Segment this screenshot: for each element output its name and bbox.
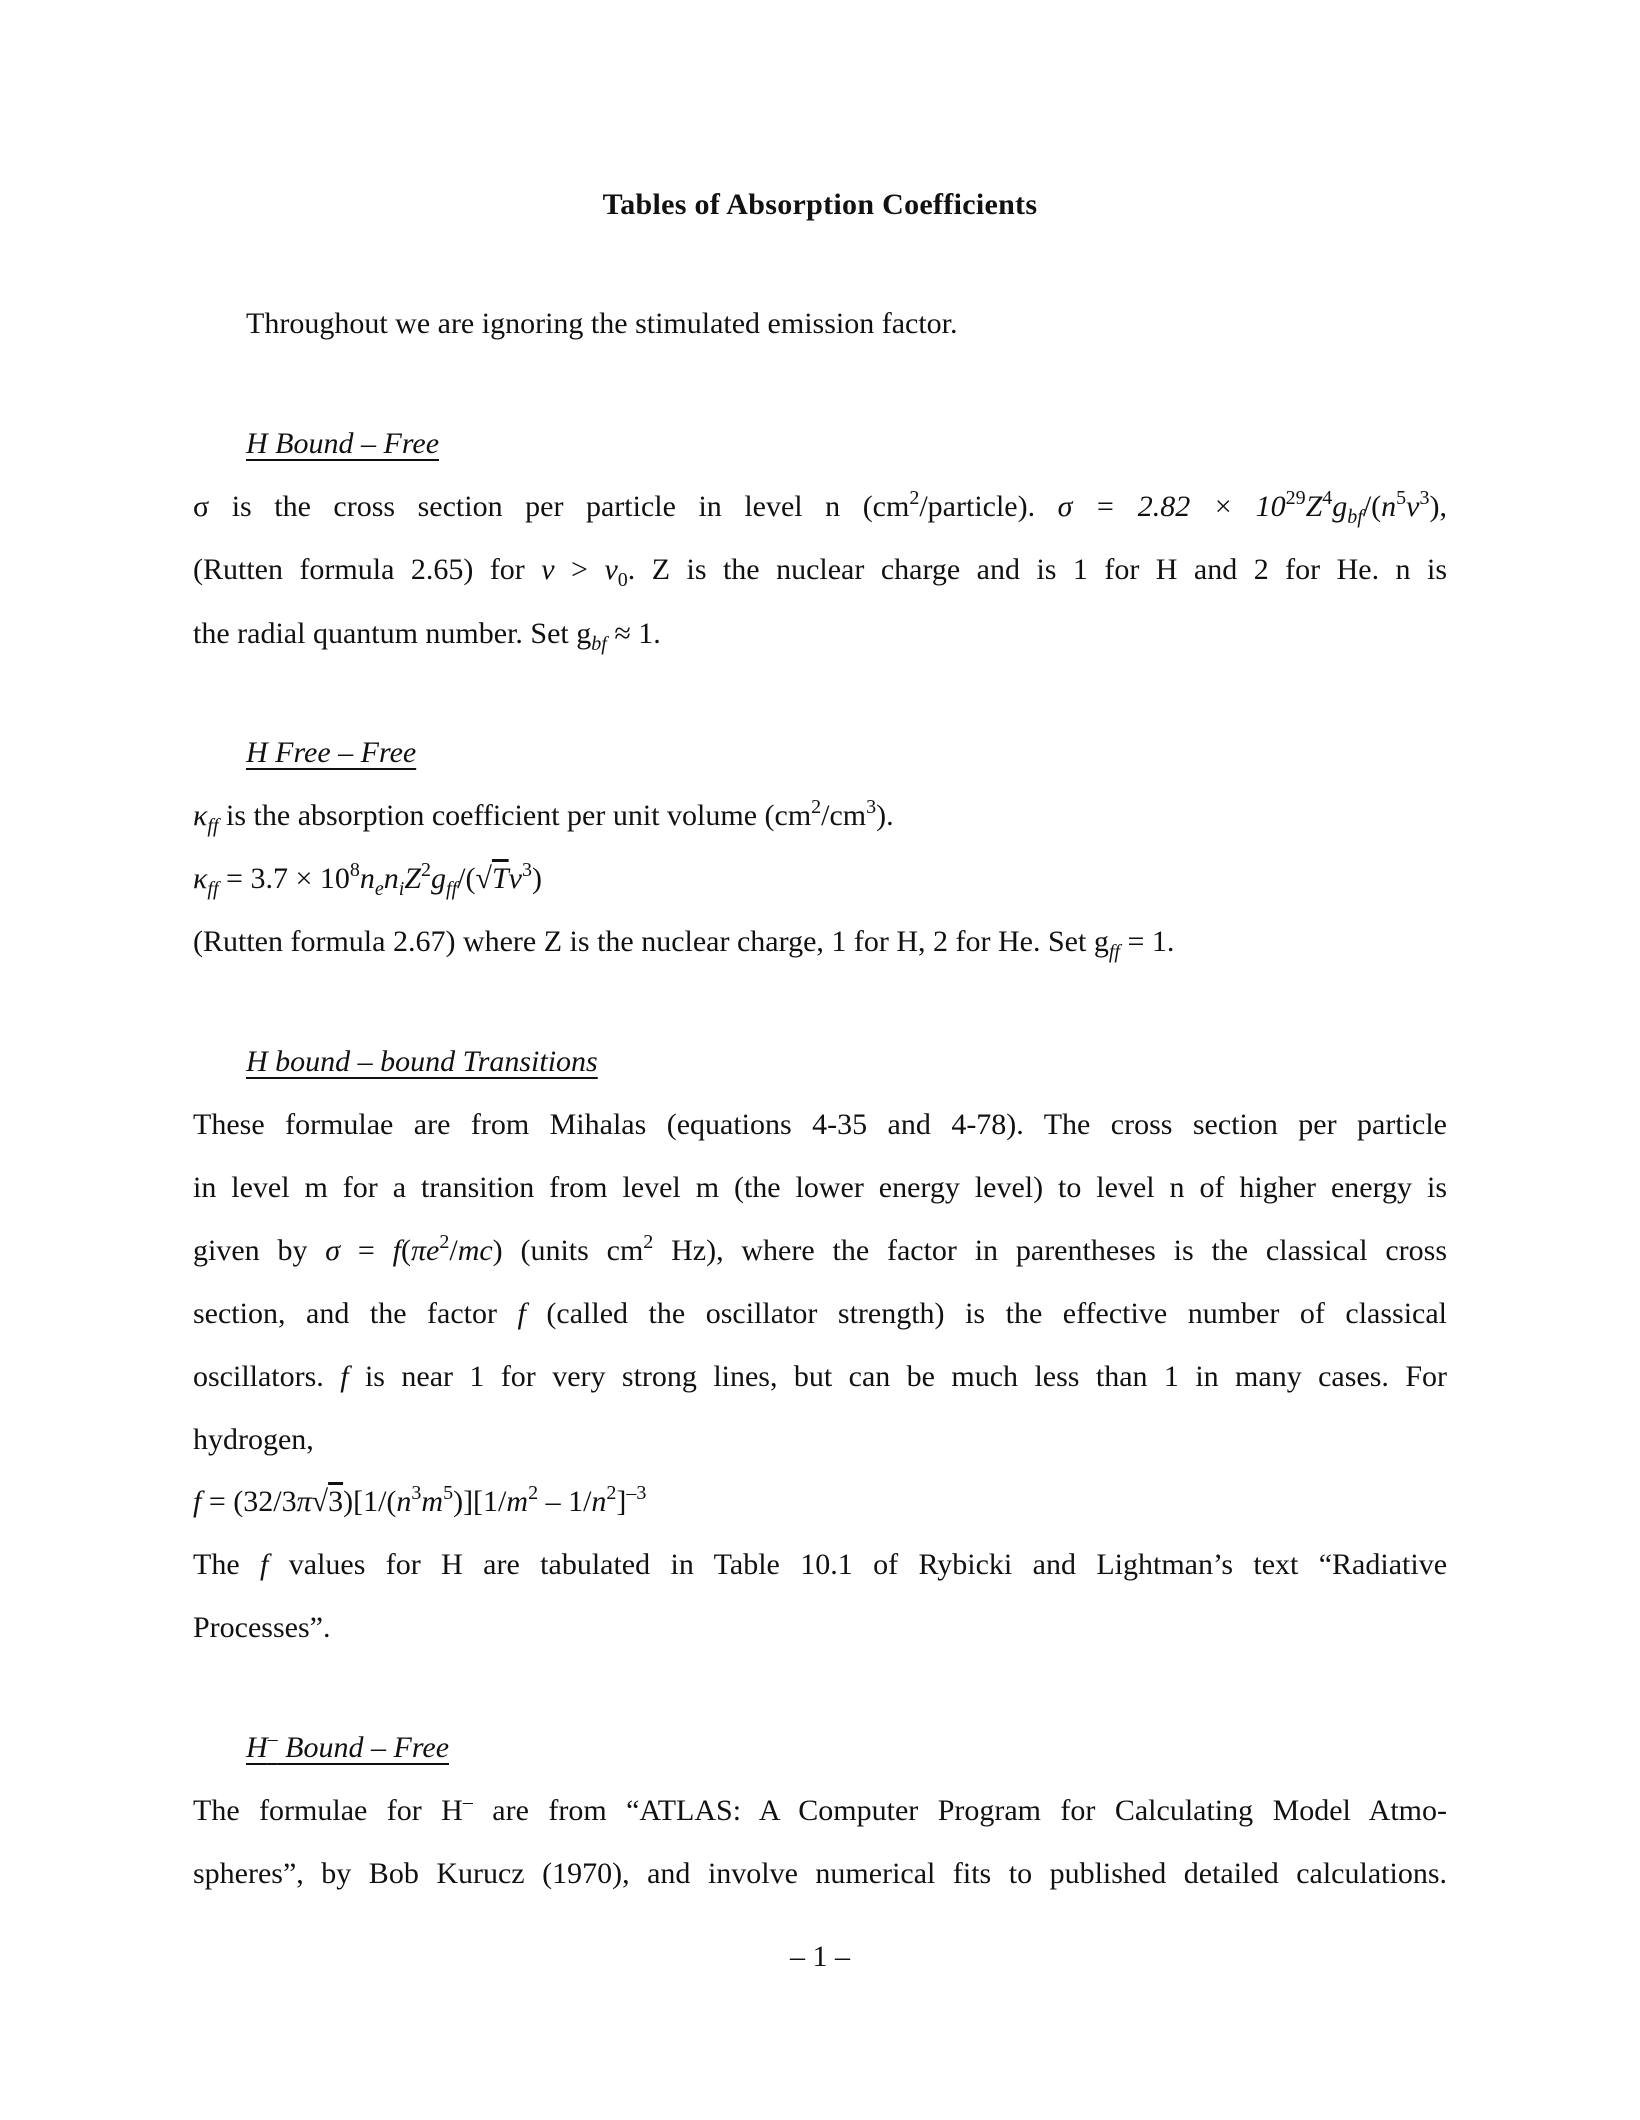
hm-line-1: The formulae for H– are from “ATLAS: A Computer Program for Calculating Model Atmo- bbox=[193, 1791, 1447, 1827]
bb-line-9: Processes”. bbox=[193, 1611, 331, 1644]
section-heading-bound-free: H Bound – Free bbox=[246, 427, 440, 460]
ff-line-3: (Rutten formula 2.67) where Z is the nuclear charge, 1 for H, 2 for He. Set $g_{ff} = 1$. bbox=[193, 925, 1175, 963]
bf-line-1: σ is the cross section per particle in level n $(cm^2/particle)$. $\sigma = 2.82 \times 10^{29}Z^4g_{bf}/(n^5\nu^3)$, bbox=[193, 487, 1447, 528]
page-title: Tables of Absorption Coefficients bbox=[602, 188, 1038, 221]
bf-line-2: (Rutten formula 2.65) for $\nu > \nu_0$. Z is the nuclear charge and is 1 for H and 2 for He. n is bbox=[193, 553, 1448, 591]
ff-line-1: $\kappa_{ff}$ is the absorption coefficient per unit volume $(cm^2/cm^3)$. bbox=[193, 796, 894, 837]
bb-line-6: hydrogen, bbox=[193, 1423, 314, 1456]
section-heading-free-free: H Free – Free bbox=[246, 736, 417, 769]
bb-line-3: given by $\sigma = f(\pi e^2/mc)$ (units $cm^2$ Hz), where the factor in parentheses is the classical cross bbox=[193, 1231, 1447, 1267]
ff-line-2-equation: $\kappa_{ff} = 3.7 \times 10^8n_en_iZ^2g_{ff}/(√T\nu^3)$ bbox=[193, 859, 542, 900]
bb-line-5: oscillators. f is near 1 for very strong lines, but can be much less than 1 in many cases. For bbox=[193, 1360, 1447, 1393]
hm-line-2: spheres”, by Bob Kurucz (1970), and involve numerical fits to published detailed calculations. bbox=[193, 1857, 1447, 1890]
bb-line-7-equation: $f = (32/3\pi√3)[1/(n^3m^5)][1/m^2 - 1/n^2]^{-3}$ bbox=[193, 1482, 647, 1518]
bb-line-2: in level m for a transition from level m (the lower energy level) to level n of higher energy is bbox=[193, 1171, 1447, 1204]
page-number: – 1 – bbox=[790, 1940, 850, 1973]
intro-paragraph: Throughout we are ignoring the stimulated emission factor. bbox=[246, 307, 958, 340]
section-heading-h-minus-bound-free: H– Bound – Free bbox=[246, 1728, 450, 1764]
bb-line-8: The f values for H are tabulated in Table 10.1 of Rybicki and Lightman’s text “Radiative bbox=[193, 1548, 1448, 1581]
bb-line-1: These formulae are from Mihalas (equations 4-35 and 4-78). The cross section per particle bbox=[193, 1108, 1447, 1141]
section-heading-bound-bound: H bound – bound Transitions bbox=[246, 1045, 598, 1078]
bb-line-4: section, and the factor f (called the oscillator strength) is the effective number of classical bbox=[193, 1297, 1448, 1330]
bf-line-3: the radial quantum number. Set $g_{bf} \approx 1$. bbox=[193, 617, 661, 655]
